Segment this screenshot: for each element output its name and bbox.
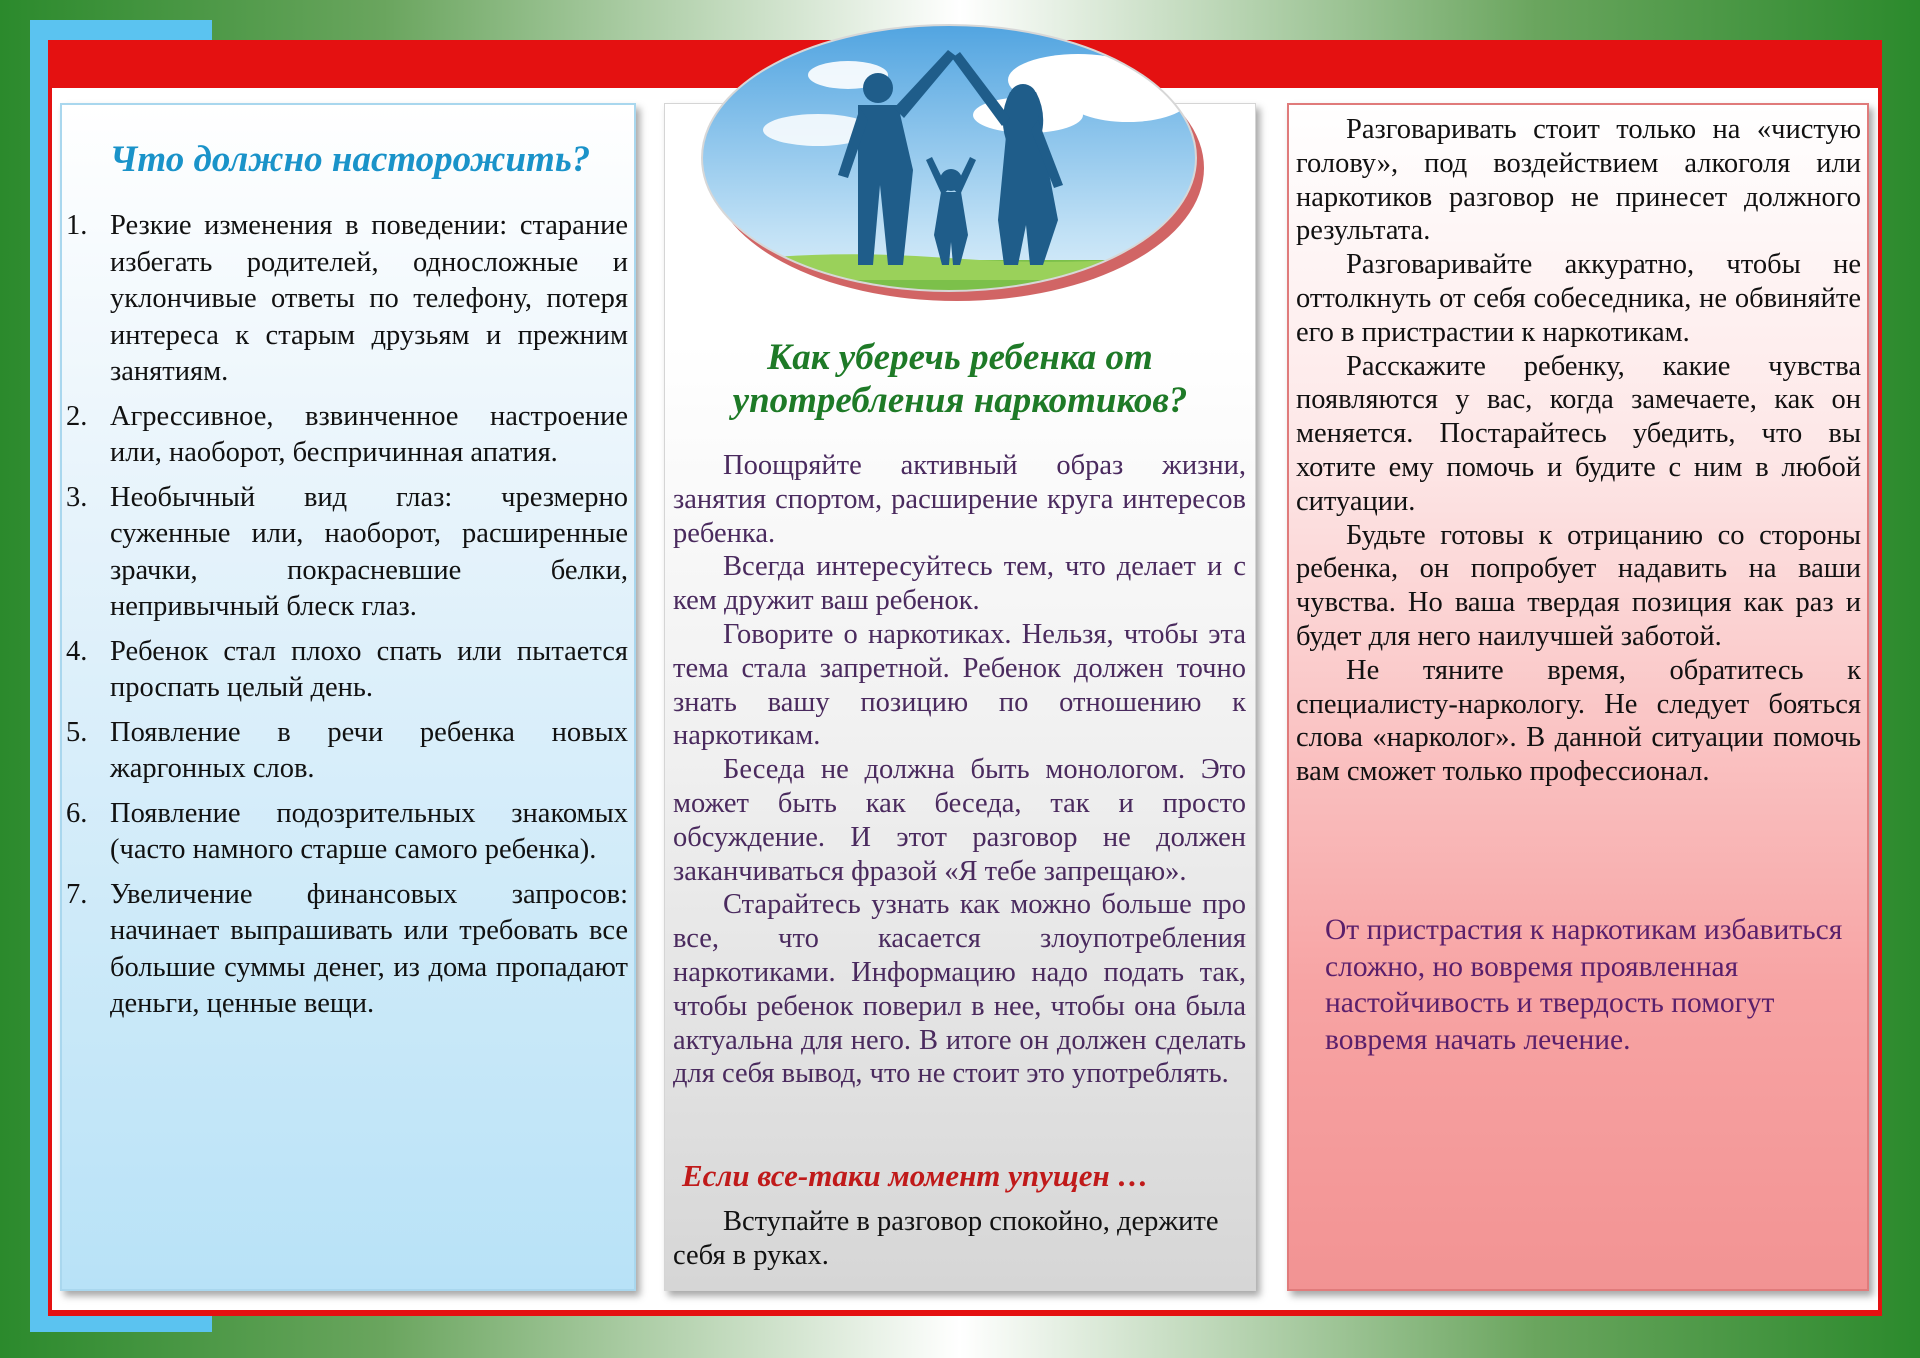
list-item: [66, 634, 628, 707]
paragraph: Беседа не должна быть монологом. Это может быть как беседа, так и просто обсуждение. И этот разговор не должен заканчиваться фразой «Я тебе запрещаю».: [673, 754, 1246, 887]
list-text: Необычный вид глаз: чрезмерно суженные или, наоборот, расширенные зрачки, покрасневшие белки, непривычный блеск глаз.: [110, 481, 628, 622]
paragraph: Разговаривать стоит только на «чистую голову», под воздействием алкоголя или наркотиков разговор не принесет должного результата.: [1296, 114, 1861, 247]
list-number: 3.: [66, 481, 88, 513]
list-text: Агрессивное, взвинченное настроение или, наоборот, беспричинная апатия.: [110, 400, 628, 468]
list-item: [66, 796, 628, 869]
paragraph: Старайтесь узнать как можно больше про все, что касается злоупотребления наркотиками. Информацию надо подать так, чтобы ребенок поверил в нее, чтобы она была актуальна для него. В итоге он должен сделать для себя вывод, что не стоит это употреблять.: [673, 889, 1246, 1090]
paragraph: Будьте готовы к отрицанию со стороны ребенка, он попробует надавить на ваши чувства. Но ваша твердая позиция как раз и будет для него наилучшей заботой.: [1296, 519, 1861, 652]
list-text: Резкие изменения в поведении: старание избегать родителей, односложные и уклончивые ответы по телефону, потеря интереса к старым друзьям и прежним занятиям.: [110, 210, 628, 387]
paragraph: Не тяните время, обратитесь к специалисту-наркологу. Не следует бояться слова «нарколог». В данной ситуации помочь вам сможет только профессионал.: [1296, 654, 1861, 788]
list-text: Появление подозрительных знакомых (часто намного старше самого ребенка).: [110, 797, 628, 865]
list-item: [66, 208, 628, 391]
paragraph: Поощряйте активный образ жизни, занятия спортом, расширение круга интересов ребенка.: [673, 450, 1246, 549]
middle-final-text: [673, 1205, 1246, 1273]
paragraph: Разговаривайте аккуратно, чтобы не оттолкнуть от себя собеседника, не обвиняйте его в пристрастии к наркотикам.: [1296, 249, 1861, 348]
paragraph: Говорите о наркотиках. Нельзя, чтобы эта тема стала запретной. Ребенок должен точно знать вашу позицию по отношению к наркотикам.: [673, 618, 1246, 752]
list-number: 7.: [66, 878, 88, 910]
family-silhouette-image: [698, 20, 1208, 320]
list-item: [66, 399, 628, 472]
list-text: Появление в речи ребенка новых жаргонных слов.: [110, 716, 628, 784]
warning-signs-list: [66, 208, 628, 1031]
closing-quote: От пристрастия к наркотикам избавиться сложно, но вовремя проявленная настойчивость и твердость помогут вовремя начать лечение.: [1325, 914, 1843, 1056]
list-item: [66, 715, 628, 788]
paragraph: Вступайте в разговор спокойно, держите себя в руках.: [673, 1206, 1219, 1271]
left-heading: Что должно насторожить?: [109, 139, 591, 180]
list-item: [66, 877, 628, 1023]
paragraph: Всегда интересуйтесь тем, что делает и с кем дружит ваш ребенок.: [673, 551, 1246, 617]
list-number: 6.: [66, 797, 88, 829]
list-text: Ребенок стал плохо спать или пытается проспать целый день.: [110, 635, 628, 703]
list-text: Увеличение финансовых запросов: начинает выпрашивать или требовать все большие суммы денег, из дома пропадают деньги, ценные вещи.: [110, 878, 628, 1019]
list-number: 4.: [66, 635, 88, 667]
paragraph: Расскажите ребенку, какие чувства появляются у вас, когда замечаете, как он меняется. Постарайтесь убедить, что вы хотите ему помочь и будите с ним в любой ситуации.: [1296, 350, 1861, 517]
middle-advice-text: [673, 449, 1246, 1091]
list-number: 1.: [66, 210, 88, 241]
list-number: 2.: [66, 400, 88, 432]
list-item: [66, 480, 628, 626]
middle-subheading: Если все-таки момент упущен …: [682, 1158, 1149, 1193]
list-number: 5.: [66, 716, 88, 748]
middle-heading: Как уберечь ребенка от употребления наркотиков?: [732, 337, 1188, 421]
right-advice-text: [1296, 113, 1861, 789]
